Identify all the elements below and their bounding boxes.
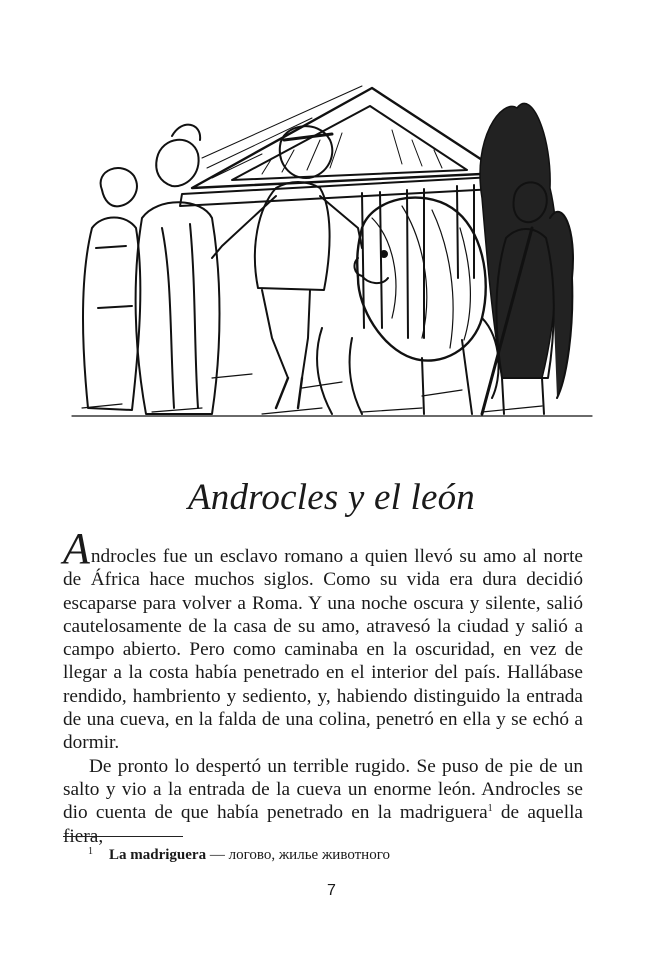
footnote-divider — [63, 836, 183, 837]
footnote-term: La madriguera — [109, 847, 207, 863]
footnote — [88, 846, 390, 864]
footnote-number: 1 — [88, 846, 93, 857]
page-number: 7 — [327, 882, 336, 899]
paragraph-1 — [63, 524, 583, 755]
paragraph-2-tail: de aquella fiera, — [63, 802, 583, 847]
footnote-definition: — логово, жилье животного — [206, 847, 390, 863]
paragraph-2-text: De pronto lo despertó un terrible rugido. Se puso de pie de un salto y vio a la entrada de la cueva un enorme león. Androcles se dio cuenta de que había penetrado en la madriguera — [63, 755, 583, 824]
paragraph-1-text: ndrocles fue un esclavo romano a quien llevó su amo al norte de África hace muchos siglos. Como su vida era dura decidió escaparse para volver a Roma. Y una noche oscura y silente, salió cautelosamente de la casa de su amo, atravesó la ciudad y salió a campo abierto. Pero como caminaba en la oscuridad, en vez de llegar a la costa había penetrado en el interior del país. Hallábase rendido, hambriento y sediento, y, habiendo distinguido la entrada de una cueva, en la falda de una colina, penetró en ella y se echó a dormir. — [63, 546, 583, 754]
drop-cap: A — [63, 524, 90, 573]
androcles-lion-illustration — [62, 78, 602, 428]
story-title: Androcles y el león — [187, 477, 476, 518]
story-text — [63, 524, 583, 848]
paragraph-2 — [63, 755, 583, 848]
footnote-reference[interactable]: 1 — [487, 803, 493, 815]
